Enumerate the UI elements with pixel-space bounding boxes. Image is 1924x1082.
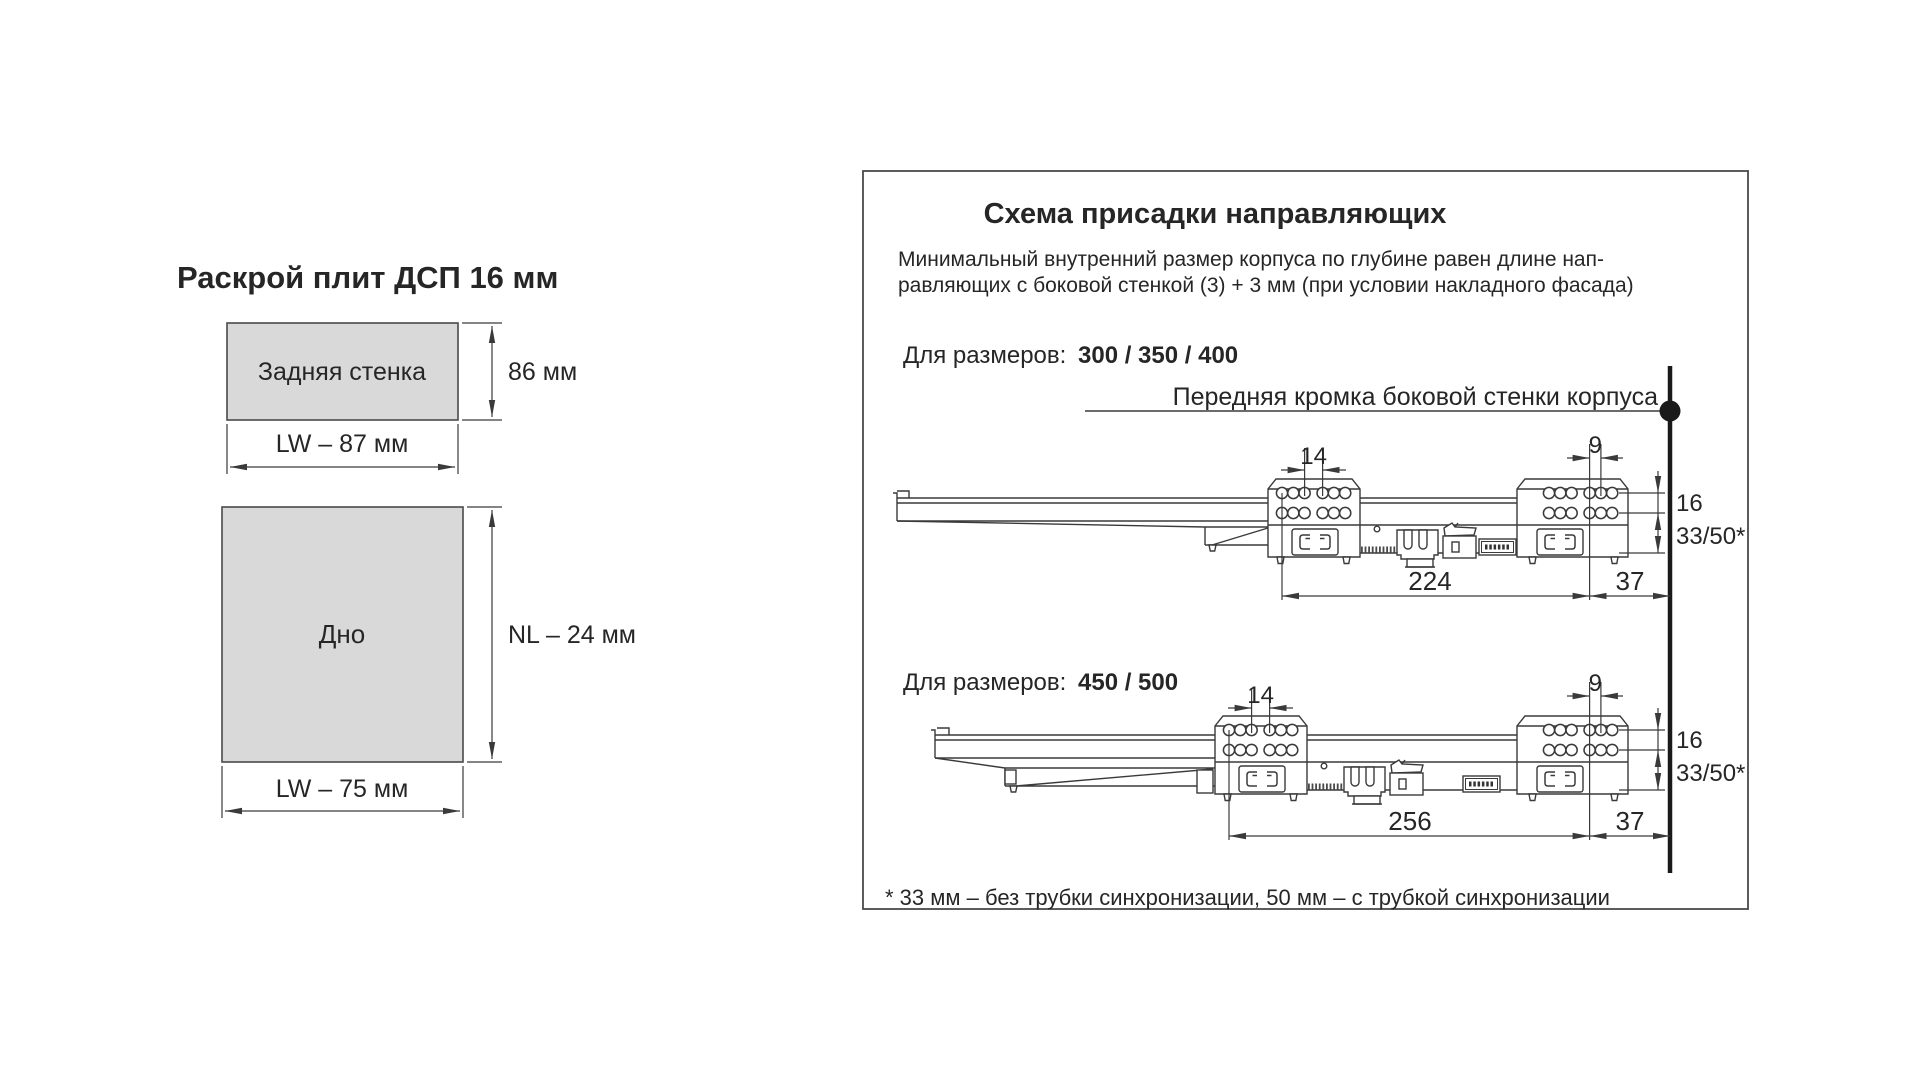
scheme-description-line1: Минимальный внутренний размер корпуса по глубине равен длине нап- [898,248,1604,271]
slide1-mechanism [1360,523,1517,567]
dim-hole-gap-1: 14 [1300,443,1327,470]
dim-row-spacing-1: 16 [1676,490,1703,517]
dim-front-offset-1: 37 [1615,566,1645,596]
scheme-title: Схема присадки направляющих [983,198,1447,230]
front-edge-label: Передняя кромка боковой стенки корпуса [1172,383,1658,411]
front-edge-dot [1660,401,1681,422]
cutting-title: Раскрой плит ДСП 16 мм [177,260,559,295]
dim-front-offset-2: 37 [1615,806,1645,836]
slide2-rail-tip [1197,770,1213,793]
back-panel-figure [227,323,577,474]
dim-rear-span-1: 224 [1408,566,1452,596]
bottom-panel-height-dim [467,507,636,762]
bottom-panel-width-dim [222,766,463,818]
brand-plate [1463,776,1500,792]
sizes-heading-2-prefix: Для размеров: [903,669,1067,696]
dim-hole-pitch-1: 9 [1588,432,1602,459]
sizes-heading-1-prefix: Для размеров: [903,342,1067,369]
slide-drawing-1 [893,432,1745,600]
slide2-mechanism [1307,760,1517,804]
back-panel-height-label: 86 мм [508,358,578,386]
latch-mechanism [1361,523,1476,567]
bottom-panel-width-label: LW – 75 мм [275,775,409,803]
slide2-drill-plate-front [1517,716,1628,801]
back-panel-label: Задняя стенка [257,358,427,386]
back-panel-width-dim [227,424,458,474]
cutting-section [177,260,636,818]
brand-plate [1479,539,1516,555]
back-panel-width-label: LW – 87 мм [275,430,409,458]
dim-rear-span-2: 256 [1388,806,1432,836]
scheme-footnote: * 33 мм – без трубки синхронизации, 50 мм – с трубкой синхронизации [885,885,1610,910]
bottom-panel-figure [222,507,636,818]
sizes-heading-2-values: 450 / 500 [1078,669,1179,696]
sizes-heading-1-values: 300 / 350 / 400 [1078,342,1239,369]
bottom-panel-height-label: NL – 24 мм [508,621,636,649]
dim-row-spacing-2: 16 [1676,727,1703,754]
dim-depth-1: 33/50* [1676,523,1746,550]
dim-hole-pitch-2: 9 [1588,670,1602,697]
latch-mechanism [1308,760,1423,804]
scheme-section [863,171,1748,910]
bottom-panel-label: Дно [318,619,366,649]
scheme-description-line2: равляющих с боковой стенкой (3) + 3 мм (при условии накладного фасада) [898,274,1634,297]
slide1-drill-plate-front [1517,479,1628,564]
dim-depth-2: 33/50* [1676,760,1746,787]
back-panel-height-dim [462,323,577,420]
dim-hole-gap-2: 14 [1247,682,1274,709]
